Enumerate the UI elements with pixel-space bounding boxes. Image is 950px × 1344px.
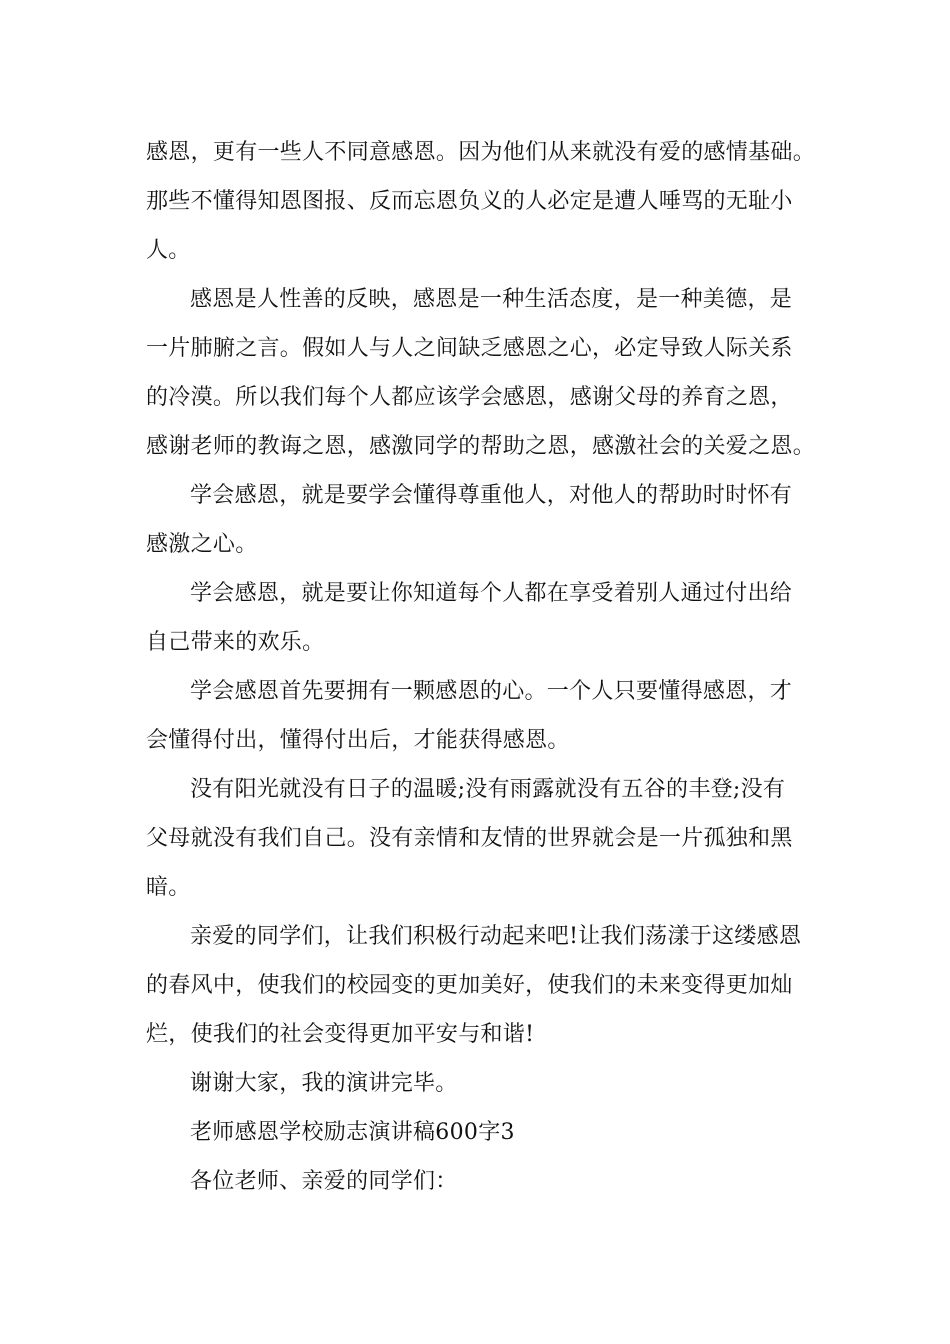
text-line: 烂，使我们的社会变得更加平安与和谐! bbox=[146, 1022, 535, 1047]
text-line: 暗。 bbox=[146, 875, 191, 900]
text-line: 感激之心。 bbox=[146, 532, 258, 557]
paragraph-start-line: 感恩是人性善的反映，感恩是一种生活态度，是一种美德，是 bbox=[190, 287, 793, 312]
paragraph-start-line: 没有阳光就没有日子的温暖;没有雨露就没有五谷的丰登;没有 bbox=[190, 777, 786, 802]
section-heading: 老师感恩学校励志演讲稿600字3 bbox=[190, 1120, 515, 1145]
paragraph-start-line: 亲爱的同学们，让我们积极行动起来吧!让我们荡漾于这缕感恩 bbox=[190, 924, 802, 949]
text-line: 的冷漠。所以我们每个人都应该学会感恩，感谢父母的养育之恩， bbox=[146, 385, 793, 410]
text-line: 会懂得付出，懂得付出后，才能获得感恩。 bbox=[146, 728, 570, 753]
text-line: 一片肺腑之言。假如人与人之间缺乏感恩之心，必定导致人际关系 bbox=[146, 336, 793, 361]
text-line: 的春风中，使我们的校园变的更加美好，使我们的未来变得更加灿 bbox=[146, 973, 793, 998]
closing-remark: 谢谢大家，我的演讲完毕。 bbox=[190, 1071, 458, 1096]
text-line: 那些不懂得知恩图报、反而忘恩负义的人必定是遭人唾骂的无耻小 bbox=[146, 189, 793, 214]
text-line: 感恩，更有一些人不同意感恩。因为他们从来就没有爱的感情基础。 bbox=[146, 140, 816, 165]
text-line: 人。 bbox=[146, 238, 191, 263]
text-line: 父母就没有我们自己。没有亲情和友情的世界就会是一片孤独和黑 bbox=[146, 826, 793, 851]
salutation: 各位老师、亲爱的同学们： bbox=[190, 1169, 458, 1194]
paragraph-start-line: 学会感恩，就是要让你知道每个人都在享受着别人通过付出给 bbox=[190, 581, 793, 606]
text-line: 感谢老师的教诲之恩，感激同学的帮助之恩，感激社会的关爱之恩。 bbox=[146, 434, 816, 459]
text-line: 自己带来的欢乐。 bbox=[146, 630, 325, 655]
paragraph-start-line: 学会感恩首先要拥有一颗感恩的心。一个人只要懂得感恩，才 bbox=[190, 679, 793, 704]
paragraph-start-line: 学会感恩，就是要学会懂得尊重他人，对他人的帮助时时怀有 bbox=[190, 483, 793, 508]
document-body bbox=[146, 128, 818, 1206]
